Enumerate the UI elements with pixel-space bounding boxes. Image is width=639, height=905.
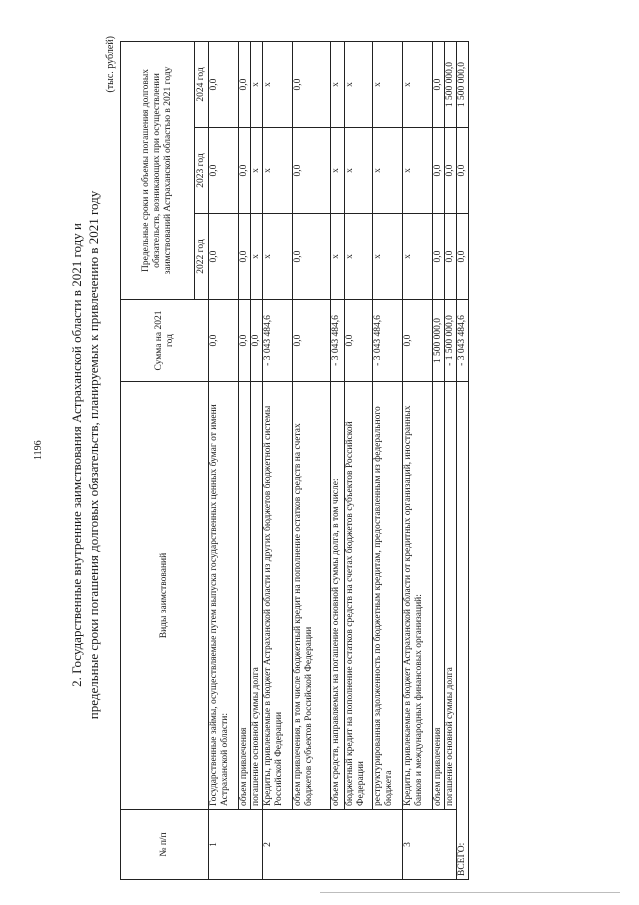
row-sum: - 3 043 484,6: [331, 300, 345, 382]
row-2022: x: [345, 214, 373, 300]
row-2023: x: [345, 128, 373, 214]
row-sum: - 1 500 000,0: [445, 300, 457, 382]
row-label: Кредиты, привлекаемые в бюджет Астраханской области из других бюджетов бюджетной системы Российской Федерации: [263, 382, 293, 810]
row-2023: 0,0: [445, 128, 457, 214]
header-group: Предельные сроки и объемы погашения долговых обязательств, возникающих при осуществлении заимствований Астраханской областью в 2021 году: [121, 41, 195, 299]
row-2023: x: [263, 128, 293, 214]
row-label: Кредиты, привлекаемые в бюджет Астраханской области от кредитных организаций, иностранных банков и международных финансовых организаций:: [403, 382, 433, 810]
row-2022: 0,0: [209, 214, 239, 300]
row-2024: x: [331, 41, 345, 127]
units-label: (тыс. рублей): [105, 36, 116, 93]
row-label: Государственные займы, осуществляемые путем выпуска государственных ценных бумаг от имени Астраханской области:: [209, 382, 239, 810]
row-2023: 0,0: [239, 128, 251, 214]
row-2022: x: [331, 214, 345, 300]
header-kind: Виды заимствований: [121, 382, 209, 810]
row-2023: x: [373, 128, 403, 214]
row-label: объем средств, направляемых на погашение основной суммы долга, в том числе:: [331, 382, 345, 810]
row-2024: 0,0: [293, 41, 331, 127]
row-2024: x: [251, 41, 263, 127]
row-2022: 0,0: [293, 214, 331, 300]
row-sum: 0,0: [209, 300, 239, 382]
row-number: 2: [263, 810, 403, 880]
row-sum: - 3 043 484,6: [373, 300, 403, 382]
row-sum: - 3 043 484,6: [263, 300, 293, 382]
row-2024: x: [345, 41, 373, 127]
row-2023: x: [331, 128, 345, 214]
row-label: бюджетный кредит на пополнение остатков средств на счетах бюджетов субъектов Российской Федерации: [345, 382, 373, 810]
row-2024: x: [373, 41, 403, 127]
header-2023: 2023 год: [195, 128, 209, 214]
row-number: 1: [209, 810, 263, 880]
row-2023: x: [403, 128, 433, 214]
row-2024: x: [403, 41, 433, 127]
total-2022: 0,0: [457, 214, 469, 300]
header-sum: Сумма на 2021 год: [121, 300, 209, 382]
document-title: [68, 30, 102, 880]
row-label: объем привлечения: [433, 382, 445, 810]
title-line-1: 2. Государственные внутренние заимствования Астраханской области в 2021 году и: [69, 223, 84, 687]
row-2023: 0,0: [209, 128, 239, 214]
header-2024: 2024 год: [195, 41, 209, 127]
row-label: погашение основной суммы долга: [251, 382, 263, 810]
row-2023: 0,0: [433, 128, 445, 214]
row-sum: 0,0: [239, 300, 251, 382]
row-sum: 0,0: [403, 300, 433, 382]
page-number: 1196: [33, 440, 44, 460]
row-label: погашение основной суммы долга: [445, 382, 457, 810]
row-label: объем привлечения, в том числе бюджетный кредит на пополнение остатков средств на счетах бюджетов субъектов Российской Федерации: [293, 382, 331, 810]
row-2022: x: [263, 214, 293, 300]
title-line-2: предельные сроки погашения долговых обязательств, планируемых к привлечению в 2021 году: [86, 190, 101, 720]
total-label: ВСЕГО:: [457, 382, 469, 880]
row-2022: x: [403, 214, 433, 300]
row-sum: 0,0: [293, 300, 331, 382]
row-number: 3: [403, 810, 457, 880]
row-sum: 0,0: [345, 300, 373, 382]
row-2022: x: [373, 214, 403, 300]
row-2024: 1 500 000,0: [445, 41, 457, 127]
row-2024: 0,0: [209, 41, 239, 127]
header-num: № п/п: [121, 810, 209, 880]
row-sum: 1 500 000,0: [433, 300, 445, 382]
row-2024: 0,0: [239, 41, 251, 127]
row-2022: 0,0: [239, 214, 251, 300]
row-2023: x: [251, 128, 263, 214]
row-label: реструктурированная задолженность по бюджетным кредитам, предоставленным из федерального бюджета: [373, 382, 403, 810]
row-label: объем привлечения: [239, 382, 251, 810]
row-2024: 0,0: [433, 41, 445, 127]
row-2022: 0,0: [445, 214, 457, 300]
total-2024: 1 500 000,0: [457, 41, 469, 127]
row-2022: x: [251, 214, 263, 300]
total-sum: - 3 043 484,6: [457, 300, 469, 382]
scan-edge-line: [320, 892, 620, 893]
row-2024: x: [263, 41, 293, 127]
borrowings-table: [120, 41, 469, 880]
row-sum: 0,0: [251, 300, 263, 382]
rotated-document: [68, 30, 618, 880]
total-2023: 0,0: [457, 128, 469, 214]
row-2022: 0,0: [433, 214, 445, 300]
row-2023: 0,0: [293, 128, 331, 214]
header-2022: 2022 год: [195, 214, 209, 300]
